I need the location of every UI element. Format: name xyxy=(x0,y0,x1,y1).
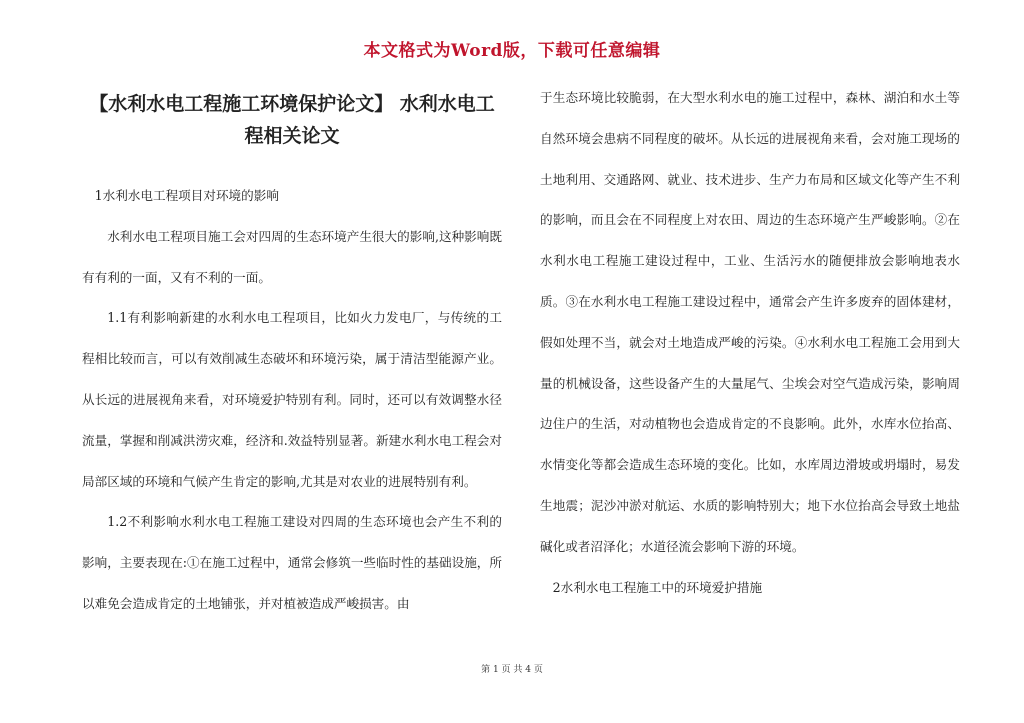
paragraph-intro: 水利水电工程项目施工会对四周的生态环境产生很大的影响,这种影响既有有利的一面，又有不利的一面。 xyxy=(82,228,502,285)
word-format-banner: 本文格式为Word版，下载可任意编辑 xyxy=(363,41,661,61)
section-heading-1: 1水利水电工程项目对环境的影响 xyxy=(94,188,279,203)
right-column xyxy=(540,78,960,608)
paragraph-adverse-impact: 1.2不利影响水利水电工程施工建设对四周的生态环境也会产生不利的影响，主要表现在:①在施工过程中，通常会修筑一些临时性的基础设施，所以难免会造成肯定的土地铺张，并对植被造成严峻损害。由 xyxy=(82,514,502,611)
page-number-footer: 第 1 页 共 4 页 xyxy=(481,665,543,675)
paragraph-adverse-impact-continued: 于生态环境比较脆弱，在大型水利水电的施工过程中，森林、湖泊和水土等自然环境会患病不同程度的破坏。从长远的进展视角来看，会对施工现场的土地利用、交通路网、就业、技术进步、生产力布局和区域文化等产生不利的影响，而且会在不同程度上对农田、周边的生态环境产生严峻影响。②在水利水电工程施工建设过程中，工业、生活污水的随便排放会影响地表水质。③在水利水电工程施工建设过程中，通常会产生许多废弃的固体建材，假如处理不当，就会对土地造成严峻的污染。④水利水电工程施工会用到大量的机械设备，这些设备产生的大量尾气、尘埃会对空气造成污染，影响周边住户的生活，对动植物也会造成肯定的不良影响。此外，水库水位抬高、水情变化等都会造成生态环境的变化。比如，水库周边滑坡或坍塌时，易发生地震；泥沙冲淤对航运、水质的影响特别大；地下水位抬高会导致土地盐碱化或者沼泽化；水道径流会影响下游的环境。 xyxy=(540,90,960,554)
section-heading-2: 2水利水电工程施工中的环境爱护措施 xyxy=(552,579,763,595)
left-column xyxy=(82,78,502,625)
paragraph-favorable-impact: 1.1有利影响新建的水利水电工程项目，比如火力发电厂，与传统的工程相比较而言，可以有效削减生态破坏和环境污染，属于清洁型能源产业。从长远的进展视角来看，对环境爱护特别有利。同时，还可以有效调整水径流量，掌握和削减洪涝灾难，经济和.效益特别显著。新建水利水电工程会对局部区域的环境和气候产生肯定的影响,尤其是对农业的进展特别有利。 xyxy=(82,310,502,489)
document-title: 【水利水电工程施工环境保护论文】 水利水电工程相关论文 xyxy=(89,93,495,147)
